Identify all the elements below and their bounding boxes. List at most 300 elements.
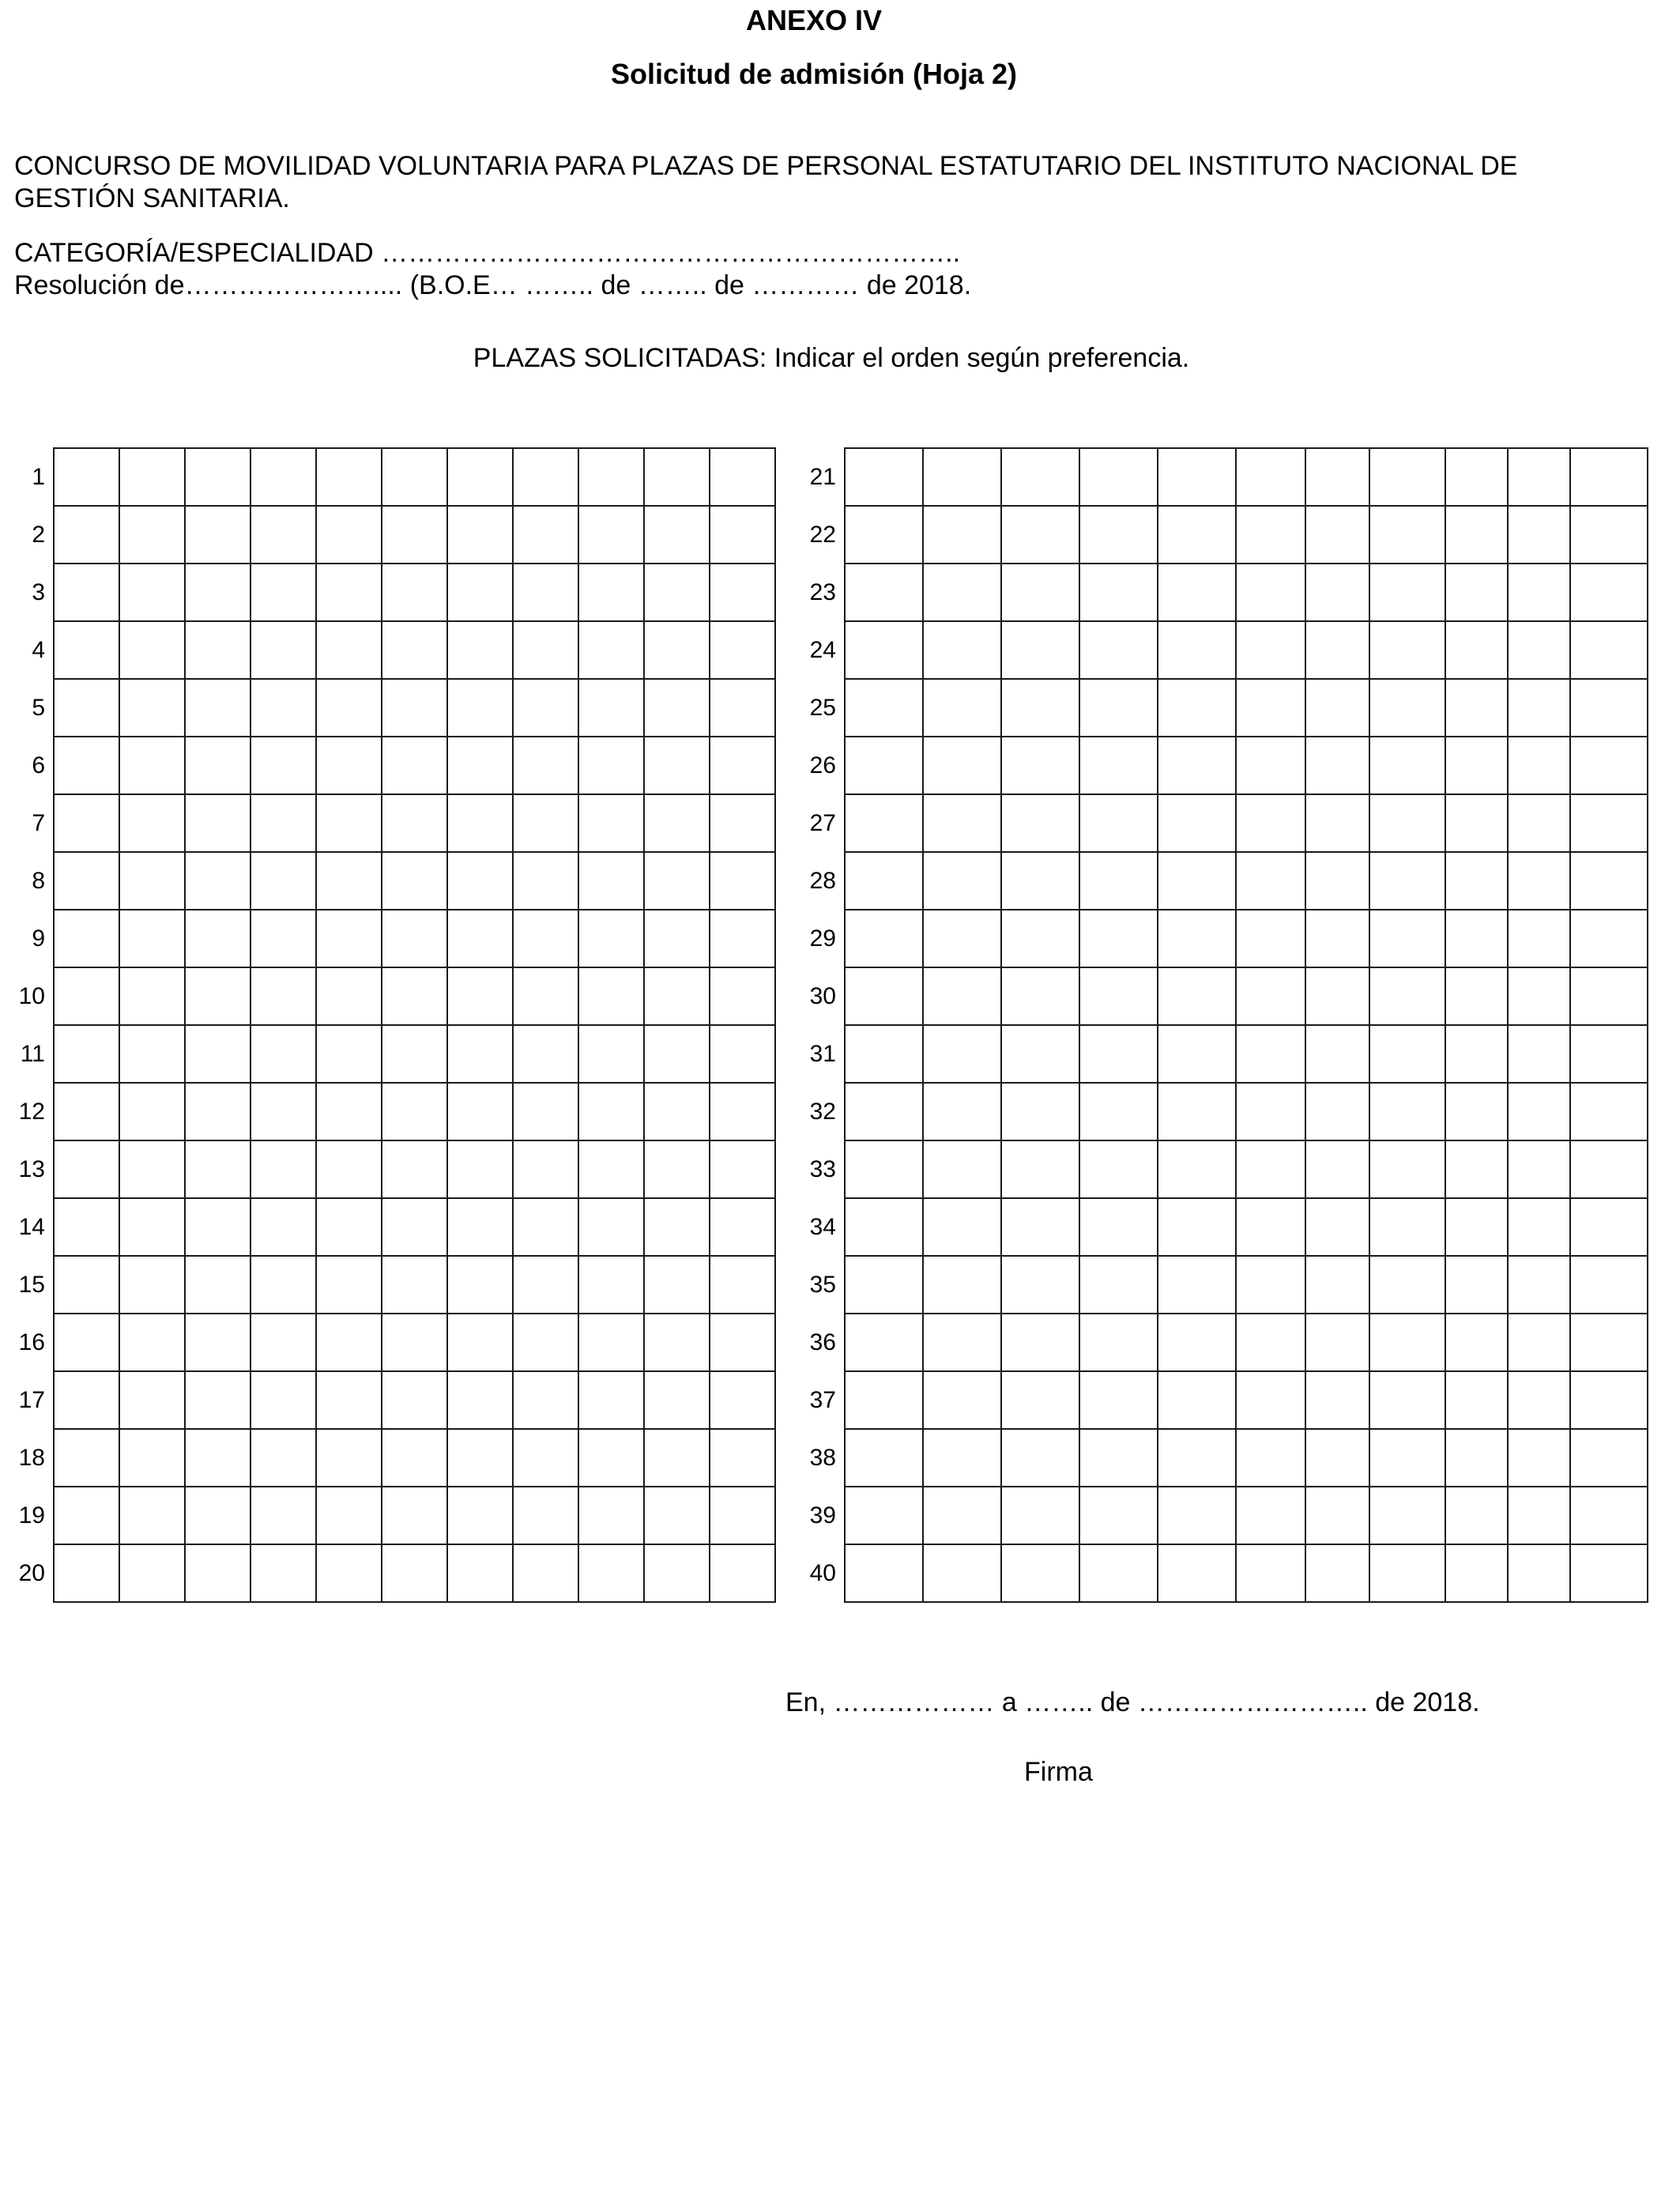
place-code-cell[interactable] xyxy=(1570,1083,1648,1140)
place-code-cell[interactable] xyxy=(923,1544,1001,1602)
place-code-cell[interactable] xyxy=(1079,967,1158,1025)
place-code-cell[interactable] xyxy=(1445,564,1508,621)
place-code-cell[interactable] xyxy=(845,794,923,852)
place-code-cell[interactable] xyxy=(185,1314,250,1371)
place-code-cell[interactable] xyxy=(54,737,119,794)
place-code-cell[interactable] xyxy=(1158,1025,1236,1083)
place-code-cell[interactable] xyxy=(1079,1371,1158,1429)
place-code-cell[interactable] xyxy=(250,1429,316,1487)
place-code-cell[interactable] xyxy=(710,506,775,564)
place-code-cell[interactable] xyxy=(185,1487,250,1544)
place-code-cell[interactable] xyxy=(513,1198,578,1256)
place-code-cell[interactable] xyxy=(250,737,316,794)
place-code-cell[interactable] xyxy=(578,1429,644,1487)
place-code-cell[interactable] xyxy=(316,1140,382,1198)
place-code-cell[interactable] xyxy=(316,1256,382,1314)
place-code-cell[interactable] xyxy=(923,1025,1001,1083)
place-code-cell[interactable] xyxy=(1305,852,1369,910)
place-code-cell[interactable] xyxy=(119,967,185,1025)
place-code-cell[interactable] xyxy=(578,852,644,910)
place-code-cell[interactable] xyxy=(1369,1371,1445,1429)
place-code-cell[interactable] xyxy=(845,506,923,564)
place-code-cell[interactable] xyxy=(1158,1256,1236,1314)
place-code-cell[interactable] xyxy=(513,621,578,679)
place-code-cell[interactable] xyxy=(1570,1429,1648,1487)
place-code-cell[interactable] xyxy=(578,1025,644,1083)
place-code-cell[interactable] xyxy=(1508,1025,1570,1083)
place-code-cell[interactable] xyxy=(1508,794,1570,852)
place-code-cell[interactable] xyxy=(54,967,119,1025)
place-code-cell[interactable] xyxy=(578,448,644,506)
place-code-cell[interactable] xyxy=(447,1429,513,1487)
place-code-cell[interactable] xyxy=(1570,1025,1648,1083)
place-code-cell[interactable] xyxy=(447,448,513,506)
place-code-cell[interactable] xyxy=(185,448,250,506)
place-code-cell[interactable] xyxy=(1305,910,1369,967)
place-code-cell[interactable] xyxy=(54,910,119,967)
place-code-cell[interactable] xyxy=(1445,967,1508,1025)
place-code-cell[interactable] xyxy=(54,1429,119,1487)
place-code-cell[interactable] xyxy=(1305,1025,1369,1083)
place-code-cell[interactable] xyxy=(923,621,1001,679)
place-code-cell[interactable] xyxy=(1508,1544,1570,1602)
place-code-cell[interactable] xyxy=(1158,852,1236,910)
place-code-cell[interactable] xyxy=(845,1140,923,1198)
place-code-cell[interactable] xyxy=(316,910,382,967)
place-code-cell[interactable] xyxy=(1158,967,1236,1025)
place-code-cell[interactable] xyxy=(119,621,185,679)
place-code-cell[interactable] xyxy=(644,1371,710,1429)
place-code-cell[interactable] xyxy=(316,679,382,737)
place-code-cell[interactable] xyxy=(513,564,578,621)
place-code-cell[interactable] xyxy=(1508,1487,1570,1544)
place-code-cell[interactable] xyxy=(1570,564,1648,621)
place-code-cell[interactable] xyxy=(845,621,923,679)
place-code-cell[interactable] xyxy=(447,737,513,794)
place-code-cell[interactable] xyxy=(1369,1429,1445,1487)
place-code-cell[interactable] xyxy=(923,564,1001,621)
place-code-cell[interactable] xyxy=(513,794,578,852)
place-code-cell[interactable] xyxy=(1001,1487,1079,1544)
place-code-cell[interactable] xyxy=(185,1429,250,1487)
place-code-cell[interactable] xyxy=(1236,1487,1305,1544)
place-code-cell[interactable] xyxy=(1236,1025,1305,1083)
place-code-cell[interactable] xyxy=(1570,1140,1648,1198)
place-code-cell[interactable] xyxy=(1508,564,1570,621)
place-code-cell[interactable] xyxy=(119,1083,185,1140)
place-code-cell[interactable] xyxy=(119,910,185,967)
place-code-cell[interactable] xyxy=(1445,448,1508,506)
place-code-cell[interactable] xyxy=(1305,506,1369,564)
place-code-cell[interactable] xyxy=(1445,1083,1508,1140)
place-code-cell[interactable] xyxy=(382,852,447,910)
place-code-cell[interactable] xyxy=(54,794,119,852)
place-code-cell[interactable] xyxy=(1158,910,1236,967)
place-code-cell[interactable] xyxy=(185,679,250,737)
place-code-cell[interactable] xyxy=(382,1314,447,1371)
place-code-cell[interactable] xyxy=(845,1025,923,1083)
place-code-cell[interactable] xyxy=(1001,679,1079,737)
place-code-cell[interactable] xyxy=(923,1198,1001,1256)
place-code-cell[interactable] xyxy=(1445,1140,1508,1198)
place-code-cell[interactable] xyxy=(644,621,710,679)
place-code-cell[interactable] xyxy=(382,1487,447,1544)
place-code-cell[interactable] xyxy=(1369,852,1445,910)
place-code-cell[interactable] xyxy=(845,448,923,506)
place-code-cell[interactable] xyxy=(250,448,316,506)
place-code-cell[interactable] xyxy=(185,506,250,564)
place-code-cell[interactable] xyxy=(513,1256,578,1314)
place-code-cell[interactable] xyxy=(845,1198,923,1256)
place-code-cell[interactable] xyxy=(1508,1198,1570,1256)
place-code-cell[interactable] xyxy=(513,967,578,1025)
place-code-cell[interactable] xyxy=(1570,1371,1648,1429)
place-code-cell[interactable] xyxy=(644,1198,710,1256)
place-code-cell[interactable] xyxy=(1158,1314,1236,1371)
place-code-cell[interactable] xyxy=(1570,621,1648,679)
place-code-cell[interactable] xyxy=(1001,564,1079,621)
place-code-cell[interactable] xyxy=(1158,564,1236,621)
place-code-cell[interactable] xyxy=(185,794,250,852)
place-code-cell[interactable] xyxy=(513,506,578,564)
place-code-cell[interactable] xyxy=(710,794,775,852)
place-code-cell[interactable] xyxy=(1158,679,1236,737)
place-code-cell[interactable] xyxy=(382,1140,447,1198)
place-code-cell[interactable] xyxy=(644,794,710,852)
place-code-cell[interactable] xyxy=(1570,967,1648,1025)
place-code-cell[interactable] xyxy=(54,506,119,564)
place-code-cell[interactable] xyxy=(316,1544,382,1602)
place-code-cell[interactable] xyxy=(119,448,185,506)
place-code-cell[interactable] xyxy=(1445,737,1508,794)
place-code-cell[interactable] xyxy=(1079,852,1158,910)
place-code-cell[interactable] xyxy=(710,1487,775,1544)
place-code-cell[interactable] xyxy=(1158,1083,1236,1140)
place-code-cell[interactable] xyxy=(119,1371,185,1429)
place-code-cell[interactable] xyxy=(382,1198,447,1256)
place-code-cell[interactable] xyxy=(1570,1314,1648,1371)
place-code-cell[interactable] xyxy=(710,1256,775,1314)
place-code-cell[interactable] xyxy=(1445,1429,1508,1487)
place-code-cell[interactable] xyxy=(1445,1487,1508,1544)
place-code-cell[interactable] xyxy=(923,794,1001,852)
place-code-cell[interactable] xyxy=(1158,1140,1236,1198)
place-code-cell[interactable] xyxy=(447,1083,513,1140)
place-code-cell[interactable] xyxy=(382,1544,447,1602)
place-code-cell[interactable] xyxy=(1236,910,1305,967)
place-code-cell[interactable] xyxy=(185,852,250,910)
place-code-cell[interactable] xyxy=(644,1544,710,1602)
place-code-cell[interactable] xyxy=(316,1025,382,1083)
place-code-cell[interactable] xyxy=(1305,621,1369,679)
place-code-cell[interactable] xyxy=(710,1371,775,1429)
place-code-cell[interactable] xyxy=(1305,1544,1369,1602)
place-code-cell[interactable] xyxy=(119,564,185,621)
place-code-cell[interactable] xyxy=(119,1140,185,1198)
place-code-cell[interactable] xyxy=(845,1371,923,1429)
place-code-cell[interactable] xyxy=(845,679,923,737)
place-code-cell[interactable] xyxy=(923,679,1001,737)
place-code-cell[interactable] xyxy=(1079,1198,1158,1256)
place-code-cell[interactable] xyxy=(447,967,513,1025)
place-code-cell[interactable] xyxy=(923,1487,1001,1544)
place-code-cell[interactable] xyxy=(54,621,119,679)
place-code-cell[interactable] xyxy=(54,448,119,506)
place-code-cell[interactable] xyxy=(578,737,644,794)
place-code-cell[interactable] xyxy=(382,737,447,794)
place-code-cell[interactable] xyxy=(1570,852,1648,910)
place-code-cell[interactable] xyxy=(513,1429,578,1487)
place-code-cell[interactable] xyxy=(644,967,710,1025)
place-code-cell[interactable] xyxy=(316,737,382,794)
place-code-cell[interactable] xyxy=(382,448,447,506)
place-code-cell[interactable] xyxy=(1508,679,1570,737)
place-code-cell[interactable] xyxy=(1158,448,1236,506)
place-code-cell[interactable] xyxy=(382,506,447,564)
place-code-cell[interactable] xyxy=(578,1083,644,1140)
place-code-cell[interactable] xyxy=(1508,506,1570,564)
place-code-cell[interactable] xyxy=(447,794,513,852)
place-code-cell[interactable] xyxy=(382,1025,447,1083)
place-code-cell[interactable] xyxy=(1079,1083,1158,1140)
place-code-cell[interactable] xyxy=(923,1314,1001,1371)
place-code-cell[interactable] xyxy=(1305,1083,1369,1140)
place-code-cell[interactable] xyxy=(316,1314,382,1371)
place-code-cell[interactable] xyxy=(710,1314,775,1371)
place-code-cell[interactable] xyxy=(1369,564,1445,621)
place-code-cell[interactable] xyxy=(382,1083,447,1140)
place-code-cell[interactable] xyxy=(1079,1429,1158,1487)
place-code-cell[interactable] xyxy=(1445,621,1508,679)
place-code-cell[interactable] xyxy=(316,1371,382,1429)
place-code-cell[interactable] xyxy=(54,852,119,910)
place-code-cell[interactable] xyxy=(1369,621,1445,679)
resolution-field[interactable]: Resolución de………………….... (B.O.E… …….. de …….. de ………… de 2018. xyxy=(14,270,972,300)
place-code-cell[interactable] xyxy=(250,1371,316,1429)
place-code-cell[interactable] xyxy=(316,1083,382,1140)
place-code-cell[interactable] xyxy=(578,1314,644,1371)
place-code-cell[interactable] xyxy=(644,910,710,967)
place-code-cell[interactable] xyxy=(1369,737,1445,794)
place-code-cell[interactable] xyxy=(710,1429,775,1487)
place-code-cell[interactable] xyxy=(578,1198,644,1256)
place-code-cell[interactable] xyxy=(1508,737,1570,794)
place-code-cell[interactable] xyxy=(447,621,513,679)
place-code-cell[interactable] xyxy=(1001,737,1079,794)
place-code-cell[interactable] xyxy=(1445,1256,1508,1314)
place-code-cell[interactable] xyxy=(1158,737,1236,794)
place-code-cell[interactable] xyxy=(1445,679,1508,737)
place-code-cell[interactable] xyxy=(250,1314,316,1371)
place-code-cell[interactable] xyxy=(1305,1429,1369,1487)
place-code-cell[interactable] xyxy=(1236,621,1305,679)
place-code-cell[interactable] xyxy=(382,1429,447,1487)
place-code-cell[interactable] xyxy=(845,564,923,621)
place-code-cell[interactable] xyxy=(119,1256,185,1314)
place-code-cell[interactable] xyxy=(447,1256,513,1314)
place-code-cell[interactable] xyxy=(1305,1314,1369,1371)
place-code-cell[interactable] xyxy=(578,1487,644,1544)
place-code-cell[interactable] xyxy=(1236,679,1305,737)
place-code-cell[interactable] xyxy=(1001,852,1079,910)
place-code-cell[interactable] xyxy=(1369,967,1445,1025)
place-code-cell[interactable] xyxy=(1079,1487,1158,1544)
place-code-cell[interactable] xyxy=(1001,1140,1079,1198)
place-code-cell[interactable] xyxy=(710,967,775,1025)
place-code-cell[interactable] xyxy=(1158,1429,1236,1487)
place-code-cell[interactable] xyxy=(447,1544,513,1602)
place-code-cell[interactable] xyxy=(710,1198,775,1256)
place-code-cell[interactable] xyxy=(1508,448,1570,506)
place-code-cell[interactable] xyxy=(119,1314,185,1371)
place-code-cell[interactable] xyxy=(1369,1314,1445,1371)
place-code-cell[interactable] xyxy=(1236,448,1305,506)
place-code-cell[interactable] xyxy=(1236,564,1305,621)
place-code-cell[interactable] xyxy=(250,621,316,679)
place-code-cell[interactable] xyxy=(644,1140,710,1198)
place-code-cell[interactable] xyxy=(1445,1198,1508,1256)
place-code-cell[interactable] xyxy=(1369,1025,1445,1083)
place-code-cell[interactable] xyxy=(578,1371,644,1429)
place-code-cell[interactable] xyxy=(1445,506,1508,564)
place-code-cell[interactable] xyxy=(1508,967,1570,1025)
place-code-cell[interactable] xyxy=(845,1544,923,1602)
place-code-cell[interactable] xyxy=(185,1544,250,1602)
place-code-cell[interactable] xyxy=(54,679,119,737)
place-date-field[interactable]: En, ……………… a …….. de …………………….. de 2018. xyxy=(785,1687,1480,1717)
place-code-cell[interactable] xyxy=(1508,852,1570,910)
place-code-cell[interactable] xyxy=(1236,1429,1305,1487)
place-code-cell[interactable] xyxy=(1001,1544,1079,1602)
place-code-cell[interactable] xyxy=(1369,1544,1445,1602)
place-code-cell[interactable] xyxy=(1570,1256,1648,1314)
place-code-cell[interactable] xyxy=(316,1429,382,1487)
place-code-cell[interactable] xyxy=(845,1429,923,1487)
place-code-cell[interactable] xyxy=(1236,1198,1305,1256)
place-code-cell[interactable] xyxy=(578,1256,644,1314)
place-code-cell[interactable] xyxy=(447,1140,513,1198)
place-code-cell[interactable] xyxy=(644,1025,710,1083)
place-code-cell[interactable] xyxy=(447,852,513,910)
place-code-cell[interactable] xyxy=(1369,1487,1445,1544)
place-code-cell[interactable] xyxy=(513,910,578,967)
place-code-cell[interactable] xyxy=(119,506,185,564)
place-code-cell[interactable] xyxy=(250,852,316,910)
place-code-cell[interactable] xyxy=(1001,1025,1079,1083)
place-code-cell[interactable] xyxy=(1236,967,1305,1025)
place-code-cell[interactable] xyxy=(185,1025,250,1083)
place-code-cell[interactable] xyxy=(1508,621,1570,679)
place-code-cell[interactable] xyxy=(513,1083,578,1140)
place-code-cell[interactable] xyxy=(1305,679,1369,737)
place-code-cell[interactable] xyxy=(513,1314,578,1371)
place-code-cell[interactable] xyxy=(845,737,923,794)
place-code-cell[interactable] xyxy=(119,794,185,852)
place-code-cell[interactable] xyxy=(250,1140,316,1198)
place-code-cell[interactable] xyxy=(710,679,775,737)
place-code-cell[interactable] xyxy=(1305,967,1369,1025)
place-code-cell[interactable] xyxy=(382,967,447,1025)
place-code-cell[interactable] xyxy=(1445,852,1508,910)
place-code-cell[interactable] xyxy=(1305,564,1369,621)
place-code-cell[interactable] xyxy=(1001,506,1079,564)
place-code-cell[interactable] xyxy=(1079,1256,1158,1314)
place-code-cell[interactable] xyxy=(382,1256,447,1314)
place-code-cell[interactable] xyxy=(710,1083,775,1140)
place-code-cell[interactable] xyxy=(710,910,775,967)
place-code-cell[interactable] xyxy=(382,564,447,621)
place-code-cell[interactable] xyxy=(1369,794,1445,852)
place-code-cell[interactable] xyxy=(1369,910,1445,967)
place-code-cell[interactable] xyxy=(447,1487,513,1544)
place-code-cell[interactable] xyxy=(54,1256,119,1314)
place-code-cell[interactable] xyxy=(1001,621,1079,679)
place-code-cell[interactable] xyxy=(644,1083,710,1140)
place-code-cell[interactable] xyxy=(1445,1025,1508,1083)
place-code-cell[interactable] xyxy=(1236,1544,1305,1602)
place-code-cell[interactable] xyxy=(644,564,710,621)
place-code-cell[interactable] xyxy=(1305,1198,1369,1256)
place-code-cell[interactable] xyxy=(1079,1025,1158,1083)
place-code-cell[interactable] xyxy=(1570,506,1648,564)
place-code-cell[interactable] xyxy=(250,794,316,852)
place-code-cell[interactable] xyxy=(316,1198,382,1256)
place-code-cell[interactable] xyxy=(1445,794,1508,852)
place-code-cell[interactable] xyxy=(1158,506,1236,564)
place-code-cell[interactable] xyxy=(119,1487,185,1544)
place-code-cell[interactable] xyxy=(250,679,316,737)
place-code-cell[interactable] xyxy=(1508,1256,1570,1314)
place-code-cell[interactable] xyxy=(1079,1140,1158,1198)
place-code-cell[interactable] xyxy=(644,1314,710,1371)
place-code-cell[interactable] xyxy=(250,564,316,621)
place-code-cell[interactable] xyxy=(923,737,1001,794)
place-code-cell[interactable] xyxy=(644,506,710,564)
place-code-cell[interactable] xyxy=(513,737,578,794)
place-code-cell[interactable] xyxy=(316,621,382,679)
place-code-cell[interactable] xyxy=(185,564,250,621)
place-code-cell[interactable] xyxy=(710,852,775,910)
place-code-cell[interactable] xyxy=(1570,679,1648,737)
place-code-cell[interactable] xyxy=(710,621,775,679)
place-code-cell[interactable] xyxy=(923,1371,1001,1429)
place-code-cell[interactable] xyxy=(513,1140,578,1198)
place-code-cell[interactable] xyxy=(845,1487,923,1544)
place-code-cell[interactable] xyxy=(250,1487,316,1544)
place-code-cell[interactable] xyxy=(185,737,250,794)
place-code-cell[interactable] xyxy=(578,967,644,1025)
place-code-cell[interactable] xyxy=(1001,448,1079,506)
place-code-cell[interactable] xyxy=(447,1025,513,1083)
place-code-cell[interactable] xyxy=(1079,448,1158,506)
place-code-cell[interactable] xyxy=(447,679,513,737)
place-code-cell[interactable] xyxy=(382,1371,447,1429)
place-code-cell[interactable] xyxy=(250,910,316,967)
place-code-cell[interactable] xyxy=(1369,679,1445,737)
place-code-cell[interactable] xyxy=(185,1371,250,1429)
place-code-cell[interactable] xyxy=(1570,910,1648,967)
place-code-cell[interactable] xyxy=(447,1198,513,1256)
place-code-cell[interactable] xyxy=(1305,1371,1369,1429)
place-code-cell[interactable] xyxy=(1158,794,1236,852)
place-code-cell[interactable] xyxy=(1079,1544,1158,1602)
place-code-cell[interactable] xyxy=(710,1025,775,1083)
place-code-cell[interactable] xyxy=(185,910,250,967)
place-code-cell[interactable] xyxy=(845,1256,923,1314)
place-code-cell[interactable] xyxy=(845,910,923,967)
place-code-cell[interactable] xyxy=(1001,910,1079,967)
place-code-cell[interactable] xyxy=(119,737,185,794)
